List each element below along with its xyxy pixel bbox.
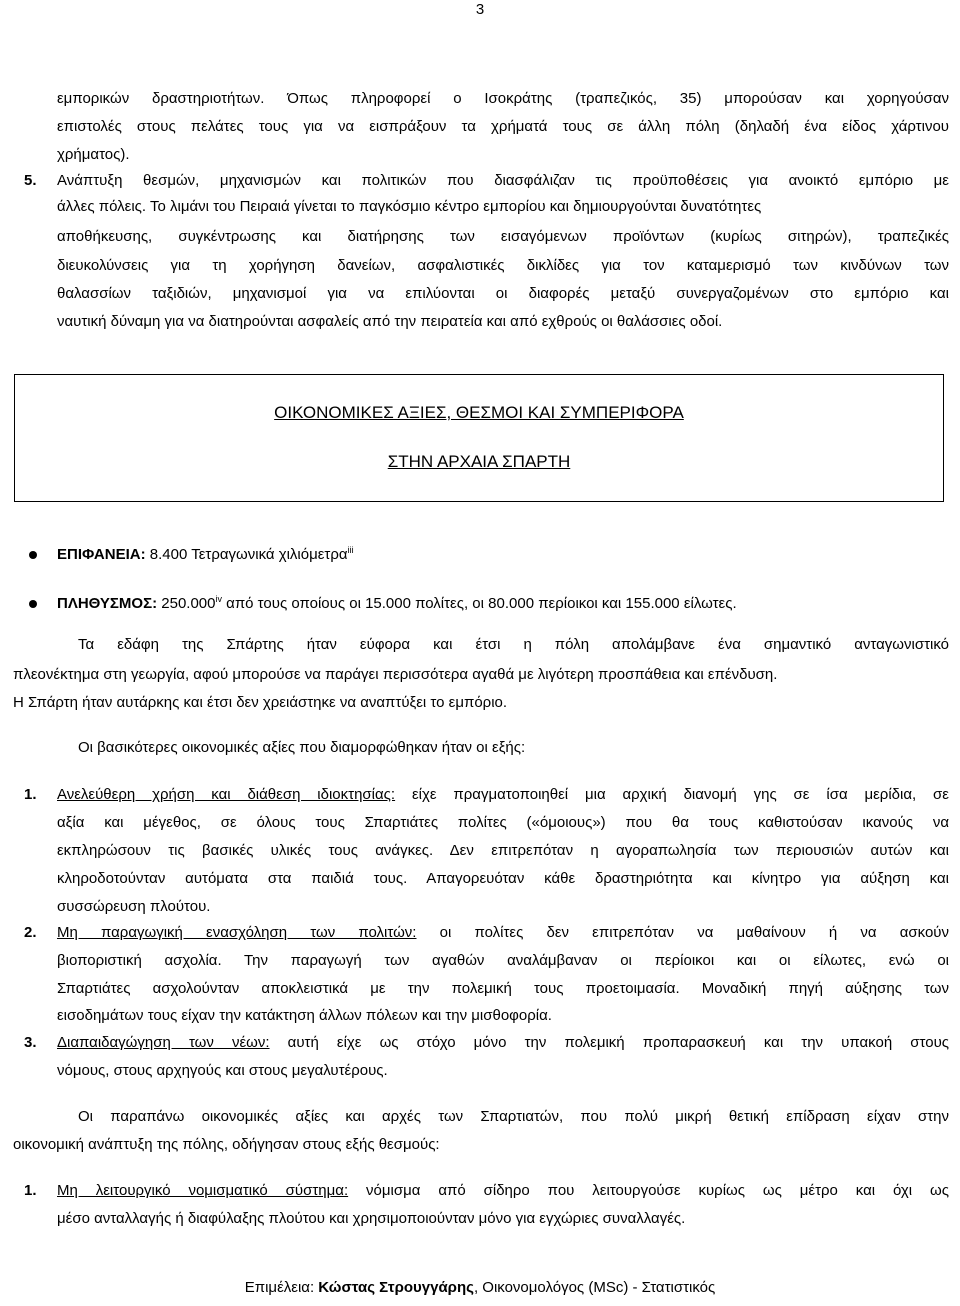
value-2-title: Μη παραγωγική ενασχόληση των πολιτών: [57, 924, 417, 941]
area-value: 8.400 Τετραγωνικά χιλιόμετρα [145, 546, 348, 563]
para3-line-2: οικονομική ανάπτυξη της πόλης, οδήγησαν στους εξής θεσμούς: [13, 1136, 440, 1153]
item-5-line-1: Ανάπτυξη θεσμών, μηχανισμών και πολιτικών που διασφάλιζαν τις προϋποθέσεις για ανοικτό εμπόριο με [57, 172, 949, 189]
value-1-line-2: αξία και μέγεθος, σε όλους τους Σπαρτιάτες πολίτες («όμοιους») που θα τους καθιστούσαν ικανούς να [57, 814, 949, 831]
population-footnote: iv [215, 594, 222, 604]
value-3-line-1 [57, 1030, 949, 1056]
value-1-text-1: είχε πραγματοποιηθεί μια αρχική διανομή γης σε ίσα μερίδια, σε [395, 786, 949, 803]
institution-1-line-1 [57, 1178, 949, 1204]
population-rest: από τους οποίους οι 15.000 πολίτες, οι 80.000 περίοικοι και 155.000 είλωτες. [221, 595, 737, 612]
para3-line-1: Οι παραπάνω οικονομικές αξίες και αρχές των Σπαρτιατών, που πολύ μικρή θετική επίδραση είχαν στην [78, 1108, 949, 1125]
page-number: 3 [475, 1, 485, 18]
item-5-line-4: διευκολύνσεις για τη χορήγηση δανείων, ασφαλιστικές δικλίδες για τον καταμερισμό των κινδύνων των [57, 257, 949, 274]
section-title-line-2: ΣΤΗΝ ΑΡΧΑΙΑ ΣΠΑΡΤΗ [387, 452, 571, 471]
population-label: ΠΛΗΘΥΣΜΟΣ: [57, 595, 158, 612]
item-5-number: 5. [24, 172, 37, 189]
value-1-number: 1. [24, 786, 37, 803]
value-2-line-3: Σπαρτιάτες ασχολούνταν αποκλειστικά με την πολεμική τους προετοιμασία. Μοναδική πηγή αύξησης των [57, 980, 949, 997]
area-fact [57, 542, 949, 568]
institution-1-number: 1. [24, 1182, 37, 1199]
institution-1-line-2: μέσο ανταλλαγής ή διαφύλαξης πλούτου και χρησιμοποιούνταν μόνο για εγχώριες συναλλαγές. [57, 1210, 686, 1227]
para1-line-1: Τα εδάφη της Σπάρτης ήταν εύφορα και έτσι η πόλη απολάμβανε ένα σημαντικό ανταγωνιστικό [78, 636, 949, 653]
para1-line-3: Η Σπάρτη ήταν αυτάρκης και έτσι δεν χρειάστηκε να αναπτύξει το εμπόριο. [13, 694, 508, 711]
value-2-line-1 [57, 920, 949, 946]
value-1-title: Ανελεύθερη χρήση και διάθεση ιδιοκτησίας: [57, 786, 396, 803]
value-1-line-4: κληροδοτούνταν αυτόματα στα παιδιά τους. Απαγορευόταν κάθε δραστηριότητα και κίνητρο για αύξηση και [57, 870, 949, 887]
section-title-line-1: ΟΙΚΟΝΟΜΙΚΕΣ ΑΞΙΕΣ, ΘΕΣΜΟΙ ΚΑΙ ΣΥΜΠΕΡΙΦΟΡΑ [274, 403, 684, 422]
para2: Οι βασικότερες οικονομικές αξίες που διαμορφώθηκαν ήταν οι εξής: [78, 739, 526, 756]
value-3-number: 3. [24, 1034, 37, 1051]
page-footer [0, 1276, 960, 1300]
footer-author: Κώστας Στρουγγάρης [318, 1279, 474, 1296]
value-3-line-2: νόμους, στους αρχηγούς και στους μεγαλυτέρους. [57, 1062, 388, 1079]
area-footnote: iii [347, 545, 354, 555]
section-heading-box [14, 374, 944, 502]
item-5-line-6: ναυτική δύναμη για να διατηρούνται ασφαλείς από την πειρατεία και από εχθρούς οι θαλάσσιες οδοί. [57, 313, 723, 330]
item-5-line-2 [57, 194, 949, 220]
value-1-line-1 [57, 782, 949, 808]
value-1-line-3: εκπληρώσουν τις βασικές υλικές τους ανάγκες. Δεν επιτρεπόταν η αγοραπωλησία των περιουσιών αυτών και [57, 842, 949, 859]
item-5-line-5: θαλασσίων ταξιδιών, μηχανισμοί για να επιλύονται οι διαφορές μεταξύ συνεργαζομένων στο εμπόριο και [57, 285, 949, 302]
item-5-line-2a: άλλες πόλεις. [57, 198, 147, 215]
value-2-text-1: οι πολίτες δεν επιτρεπόταν να μαθαίνουν ή να ασκούν [416, 924, 949, 941]
value-2-line-4: εισοδημάτων τους είχαν την κατάκτηση άλλων πόλεων και την μισθοφορία. [57, 1007, 552, 1024]
intro-line-1: εμπορικών δραστηριοτήτων. Όπως πληροφορεί ο Ισοκράτης (τραπεζικός, 35) μπορούσαν και χορηγούσαν [57, 90, 949, 107]
footer-suffix: , Οικονομολόγος (MSc) - Στατιστικός [473, 1279, 716, 1296]
footer-prefix: Επιμέλεια: [244, 1279, 319, 1296]
bullet-icon [29, 551, 37, 559]
bullet-icon [29, 600, 37, 608]
area-label: ΕΠΙΦΑΝΕΙΑ: [57, 546, 146, 563]
value-3-text-1: αυτή είχε ως στόχο μόνο την πολεμική προπαρασκευή και την υπακοή στους [269, 1034, 950, 1051]
intro-line-2: επιστολές στους πελάτες τους για να εισπράξουν τα χρήματά τους σε άλλη πόλη (δηλαδή ένα είδος χάρτινου [57, 118, 949, 135]
value-2-line-2: βιοποριστική ασχολία. Την παραγωγή των αγαθών αναλάμβαναν οι περίοικοι και οι είλωτες, ενώ οι [57, 952, 949, 969]
para1-line-2: πλεονέκτημα στη γεωργία, αφού μπορούσε να παράγει περισσότερα αγαθά με λιγότερη προσπάθεια και επένδυση. [13, 666, 778, 683]
value-1-line-5: συσσώρευση πλούτου. [57, 898, 211, 915]
value-3-title: Διαπαιδαγώγηση των νέων: [57, 1034, 270, 1051]
value-2-number: 2. [24, 924, 37, 941]
item-5-line-3: αποθήκευσης, συγκέντρωσης και διατήρησης των εισαγόμενων προϊόντων (κυρίως σιτηρών), τραπεζικές [57, 228, 949, 245]
institution-1-text-1: νόμισμα από σίδηρο που λειτουργούσε κυρίως ως μέτρο και όχι ως [348, 1182, 949, 1199]
intro-line-3: χρήματος). [57, 146, 130, 163]
population-value: 250.000 [157, 595, 216, 612]
institution-1-title: Μη λειτουργικό νομισματικό σύστημα: [57, 1182, 349, 1199]
population-fact [57, 591, 949, 617]
item-5-line-2b: Το λιμάνι του Πειραιά γίνεται το παγκόσμιο κέντρο εμπορίου και δημιουργούνται δυνατότητες [149, 198, 762, 215]
